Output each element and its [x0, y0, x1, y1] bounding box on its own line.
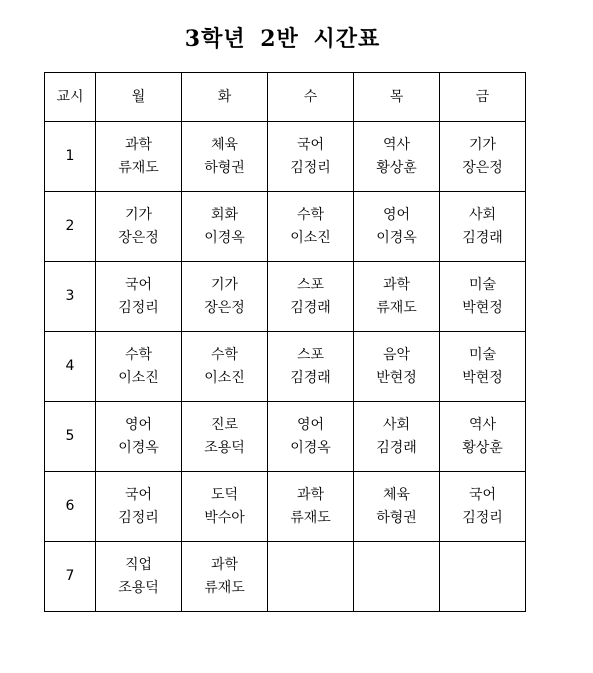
teacher-name: 김경래	[462, 229, 503, 246]
schedule-cell-mon	[96, 402, 182, 472]
table-row	[45, 542, 526, 612]
subject-name: 기가	[210, 276, 239, 293]
subject-name: 체육	[210, 136, 239, 153]
schedule-cell-tue	[182, 402, 268, 472]
subject-name: 국어	[124, 276, 153, 293]
subject-name: 역사	[468, 416, 497, 433]
header-period: 교시	[45, 73, 96, 122]
subject-name: 음악	[382, 346, 411, 363]
schedule-cell-mon	[96, 542, 182, 612]
subject-name: 수학	[124, 346, 153, 363]
table-row	[45, 472, 526, 542]
timetable	[44, 72, 526, 612]
schedule-cell-mon	[96, 472, 182, 542]
subject-name: 사회	[382, 416, 411, 433]
schedule-cell-mon	[96, 122, 182, 192]
subject-name: 국어	[124, 486, 153, 503]
teacher-name: 류재도	[376, 299, 417, 316]
subject-name: 스포	[296, 346, 325, 363]
schedule-cell-mon	[96, 192, 182, 262]
table-row	[45, 262, 526, 332]
schedule-cell-fri	[440, 192, 526, 262]
teacher-name: 김정리	[118, 509, 159, 526]
period-number: 6	[45, 472, 96, 542]
schedule-cell-fri	[440, 402, 526, 472]
header-day-mon: 월	[96, 73, 182, 122]
teacher-name: 황상훈	[376, 159, 417, 176]
timetable-body	[45, 122, 526, 612]
schedule-cell-fri	[440, 262, 526, 332]
subject-name: 수학	[296, 206, 325, 223]
teacher-name: 류재도	[204, 579, 245, 596]
schedule-cell-thu	[354, 472, 440, 542]
teacher-name: 이경옥	[204, 229, 245, 246]
teacher-name: 이경옥	[376, 229, 417, 246]
subject-name: 역사	[382, 136, 411, 153]
schedule-cell-fri	[440, 542, 526, 612]
subject-name: 과학	[382, 276, 411, 293]
teacher-name: 이소진	[118, 369, 159, 386]
schedule-cell-wed	[268, 192, 354, 262]
subject-name: 과학	[296, 486, 325, 503]
schedule-cell-wed	[268, 122, 354, 192]
teacher-name: 박수아	[204, 509, 245, 526]
schedule-cell-tue	[182, 332, 268, 402]
period-number: 2	[45, 192, 96, 262]
header-row	[45, 73, 526, 122]
period-number: 4	[45, 332, 96, 402]
teacher-name: 김정리	[118, 299, 159, 316]
schedule-cell-thu	[354, 262, 440, 332]
subject-name: 사회	[468, 206, 497, 223]
schedule-cell-tue	[182, 122, 268, 192]
table-row	[45, 332, 526, 402]
schedule-cell-tue	[182, 192, 268, 262]
teacher-name: 황상훈	[462, 439, 503, 456]
subject-name: 회화	[210, 206, 239, 223]
schedule-cell-wed	[268, 402, 354, 472]
subject-name: 국어	[296, 136, 325, 153]
teacher-name: 이소진	[290, 229, 331, 246]
header-day-thu: 목	[354, 73, 440, 122]
teacher-name: 장은정	[204, 299, 245, 316]
period-number: 3	[45, 262, 96, 332]
schedule-cell-fri	[440, 332, 526, 402]
schedule-cell-mon	[96, 262, 182, 332]
subject-name: 미술	[468, 346, 497, 363]
schedule-cell-mon	[96, 332, 182, 402]
subject-name: 체육	[382, 486, 411, 503]
teacher-name: 김정리	[462, 509, 503, 526]
teacher-name: 박현정	[462, 299, 503, 316]
period-number: 1	[45, 122, 96, 192]
schedule-cell-wed	[268, 262, 354, 332]
teacher-name: 류재도	[118, 159, 159, 176]
teacher-name: 김경래	[290, 299, 331, 316]
subject-name: 국어	[468, 486, 497, 503]
schedule-cell-wed	[268, 542, 354, 612]
schedule-cell-thu	[354, 192, 440, 262]
schedule-cell-tue	[182, 262, 268, 332]
teacher-name: 이소진	[204, 369, 245, 386]
schedule-cell-fri	[440, 472, 526, 542]
header-day-wed: 수	[268, 73, 354, 122]
subject-name: 과학	[210, 556, 239, 573]
teacher-name: 박현정	[462, 369, 503, 386]
period-number: 7	[45, 542, 96, 612]
teacher-name: 김정리	[290, 159, 331, 176]
subject-name: 직업	[124, 556, 153, 573]
subject-name: 영어	[124, 416, 153, 433]
schedule-cell-tue	[182, 542, 268, 612]
subject-name: 영어	[296, 416, 325, 433]
schedule-cell-wed	[268, 472, 354, 542]
teacher-name: 장은정	[118, 229, 159, 246]
header-day-fri: 금	[440, 73, 526, 122]
page-title: 3학년 2반 시간표	[184, 26, 381, 52]
teacher-name: 김경래	[290, 369, 331, 386]
subject-name: 진로	[210, 416, 239, 433]
teacher-name: 반현정	[376, 369, 417, 386]
subject-name: 기가	[124, 206, 153, 223]
teacher-name: 김경래	[376, 439, 417, 456]
schedule-cell-wed	[268, 332, 354, 402]
teacher-name: 하형권	[376, 509, 417, 526]
subject-name: 과학	[124, 136, 153, 153]
subject-name: 미술	[468, 276, 497, 293]
schedule-cell-fri	[440, 122, 526, 192]
subject-name: 도덕	[210, 486, 239, 503]
subject-name: 수학	[210, 346, 239, 363]
period-number: 5	[45, 402, 96, 472]
schedule-cell-thu	[354, 542, 440, 612]
teacher-name: 하형권	[204, 159, 245, 176]
table-row	[45, 402, 526, 472]
schedule-cell-thu	[354, 402, 440, 472]
schedule-cell-thu	[354, 332, 440, 402]
subject-name: 기가	[468, 136, 497, 153]
teacher-name: 조용덕	[204, 439, 245, 456]
subject-name: 영어	[382, 206, 411, 223]
teacher-name: 이경옥	[290, 439, 331, 456]
table-row	[45, 122, 526, 192]
teacher-name: 이경옥	[118, 439, 159, 456]
header-day-tue: 화	[182, 73, 268, 122]
teacher-name: 류재도	[290, 509, 331, 526]
subject-name: 스포	[296, 276, 325, 293]
schedule-cell-thu	[354, 122, 440, 192]
teacher-name: 장은정	[462, 159, 503, 176]
schedule-cell-tue	[182, 472, 268, 542]
table-row	[45, 192, 526, 262]
teacher-name: 조용덕	[118, 579, 159, 596]
